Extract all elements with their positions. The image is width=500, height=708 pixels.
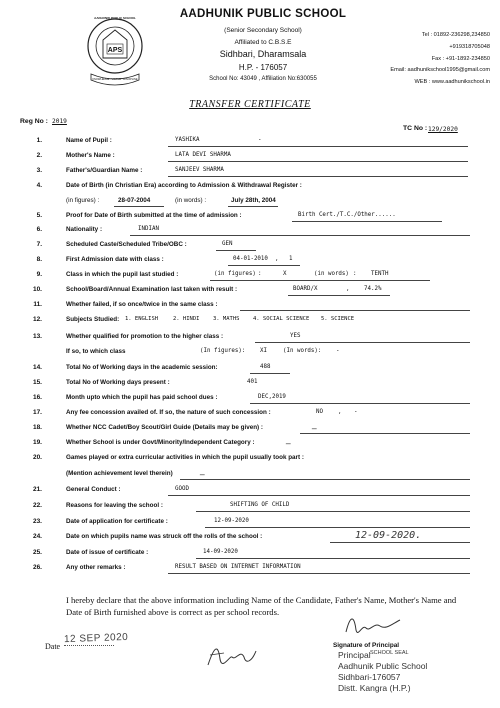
field-row-20 [0, 454, 500, 470]
pupil-name-dash: - [258, 137, 262, 143]
nationality-value: INDIAN [138, 226, 159, 232]
conduct-value: GOOD [175, 486, 189, 492]
field-number: 9. [36, 271, 42, 278]
field-number: 3. [36, 167, 42, 174]
field-number: 13. [32, 333, 42, 340]
field-row-22 [0, 502, 500, 518]
days-present-value: 401 [247, 379, 258, 385]
field-row-16 [0, 394, 500, 410]
stamp-seal: SCHOOL SEAL [370, 650, 409, 656]
field-row-9 [0, 271, 500, 287]
underline [288, 295, 390, 296]
field-number: 20. [32, 454, 42, 461]
field-row-12 [0, 316, 500, 332]
field-row-6 [0, 226, 500, 242]
promotion-words-value: - [336, 348, 340, 354]
stamp-principal: Principal [338, 650, 371, 660]
field-number: 1. [36, 137, 42, 144]
field-row-24 [0, 530, 500, 549]
pin-code: H.P. - 176057 [238, 63, 288, 72]
field-number: 6. [36, 226, 42, 233]
underline [168, 146, 468, 147]
promotion-figures-value: XI [260, 348, 267, 354]
father-name-value: SANJEEV SHARMA [175, 167, 224, 173]
leaving-reason-label: Reasons for leaving the school : [66, 502, 163, 509]
dob-words-label: (in words) : [175, 197, 207, 204]
fee-concession-nature: - [354, 409, 358, 415]
field-number: 11. [33, 301, 42, 308]
remarks-label: Any other remarks : [66, 564, 126, 571]
struck-off-label: Date on which pupils name was struck off the rolls of the school : [66, 533, 263, 540]
dob-figures-label: (in figures) : [66, 197, 100, 204]
ncc-value: — [312, 424, 317, 433]
reg-label: Reg No : [20, 118, 48, 125]
field-row-15 [0, 379, 500, 395]
date-dotted-line [64, 645, 114, 646]
dob-proof-label: Proof for Date of Birth submitted at the time of admission : [66, 212, 242, 219]
signature-label: Signature of Principal [333, 642, 400, 649]
underline [240, 310, 470, 311]
dues-label: Month upto which the pupil has paid school dues : [66, 394, 218, 401]
pupil-name-label: Name of Pupil : [66, 137, 112, 144]
working-days-label: Total No of Working days in the academic session: [66, 364, 218, 371]
promotion-class-label: If so, to which class [66, 348, 126, 355]
field-number: 2. [36, 152, 42, 159]
field-number: 25. [32, 549, 42, 556]
underline [205, 527, 470, 528]
field-row-25 [0, 549, 500, 565]
field-number: 12. [32, 316, 42, 323]
underline [216, 250, 256, 251]
stamp-address: Sidhbari-176057 [338, 672, 401, 682]
last-class-words-label: (in words) [314, 271, 349, 277]
field-row-10 [0, 286, 500, 302]
field-row-1 [0, 137, 500, 153]
application-date-label: Date of application for certificate : [66, 518, 168, 525]
field-number: 7. [36, 241, 42, 248]
underline [228, 265, 300, 266]
subject-item: 1. ENGLISH [125, 316, 159, 322]
field-number: 15. [32, 379, 42, 386]
email-address: Email: aadhunikschool1995@gmail.com [390, 67, 490, 73]
underline [255, 342, 470, 343]
field-row-4 [0, 182, 500, 198]
dues-value: DEC,2019 [258, 394, 286, 400]
subject-item: 2. HINDI [173, 316, 200, 322]
field-row-8 [0, 256, 500, 272]
signature-middle [200, 635, 270, 675]
tc-number: 129/2020 [428, 126, 458, 133]
issue-date-label: Date of issue of certificate : [66, 549, 149, 556]
field-row-13b [0, 348, 500, 364]
field-number: 16. [32, 394, 42, 401]
field-row-21 [0, 486, 500, 502]
field-number: 5. [36, 212, 42, 219]
underline [168, 176, 468, 177]
activities-value: — [200, 470, 205, 479]
nationality-label: Nationality : [66, 226, 103, 233]
last-exam-board: BOARD/X [293, 286, 318, 292]
promotion-value: YES [290, 333, 301, 339]
underline [250, 403, 470, 404]
field-number: 17. [32, 409, 42, 416]
principal-signature [340, 612, 410, 642]
field-row-3 [0, 167, 500, 183]
conduct-label: General Conduct : [66, 486, 121, 493]
field-number: 18. [32, 424, 42, 431]
field-row-19 [0, 439, 500, 455]
underline [130, 235, 470, 236]
field-number: 26. [32, 564, 42, 571]
field-row-26 [0, 564, 500, 580]
school-category-value: — [286, 439, 291, 448]
school-type: (Senior Secondary School) [224, 27, 302, 34]
underline [292, 221, 442, 222]
last-class-words: TENTH [371, 271, 389, 277]
father-name-label: Father's/Guardian Name : [66, 167, 143, 174]
field-row-11 [0, 301, 500, 317]
last-class-label: Class in which the pupil last studied : [66, 271, 179, 278]
field-row-2 [0, 152, 500, 168]
logo-letters: APS [107, 47, 123, 54]
field-number: 23. [32, 518, 42, 525]
promotion-label: Whether qualified for promotion to the higher class : [66, 333, 224, 340]
school-name: AADHUNIK PUBLIC SCHOOL [179, 8, 347, 20]
logo-motto: KNOWLEDGE · VIRTUE · DISCIPLINE [92, 78, 138, 81]
field-number: 10. [32, 286, 42, 293]
separator: : [258, 271, 262, 277]
first-admission-label: First Admission date with class : [66, 256, 164, 263]
last-class-figures: X [283, 271, 287, 277]
field-row-14 [0, 364, 500, 380]
mother-name-value: LATA DEVI SHARMA [175, 152, 231, 158]
field-number: 21. [32, 486, 42, 493]
failed-label: Whether failed, if so once/twice in the same class : [66, 301, 218, 308]
ncc-label: Whether NCC Cadet/Boy Scout/Girl Guide (Details may be given) : [66, 424, 263, 431]
field-row-18 [0, 424, 500, 440]
field-row-13 [0, 333, 500, 349]
underline [330, 542, 470, 543]
days-present-label: Total No of Working days present : [66, 379, 170, 386]
field-number: 22. [32, 502, 42, 509]
application-date-value: 12-09-2020 [214, 518, 249, 524]
underline [300, 433, 470, 434]
field-number: 4. [36, 182, 42, 189]
pupil-name-value: YASHIKA [175, 137, 200, 143]
dob-proof-value: Birth Cert./T.C./Other...... [298, 212, 396, 218]
activities-label: Games played or extra curricular activities in which the pupil usually took part : [66, 454, 304, 461]
issue-date-value: 14-09-2020 [203, 549, 238, 555]
date-stamp: 12 SEP 2020 [63, 631, 129, 646]
underline [114, 206, 164, 207]
separator: , [338, 409, 342, 415]
underline [250, 373, 290, 374]
date-label: Date [45, 642, 61, 651]
underline [196, 558, 470, 559]
subject-item: 3. MATHS [213, 316, 240, 322]
underline [228, 206, 278, 207]
underline [180, 479, 470, 480]
dob-words-value: July 28th, 2004 [231, 197, 276, 204]
field-row-23 [0, 518, 500, 534]
struck-off-value: 12-09-2020. [355, 530, 422, 541]
subject-item: 5. SCIENCE [321, 316, 355, 322]
dob-figures-value: 28-07-2004 [118, 197, 151, 204]
field-number: 24. [32, 533, 42, 540]
field-row-7 [0, 241, 500, 257]
website: WEB : www.aadhunikschool.in [414, 79, 490, 85]
promotion-words-label: (In words): [283, 348, 322, 354]
category-value: GEN [222, 241, 233, 247]
declaration-text: I hereby declare that the above information including Name of the Candidate, Father's Name, Mother's Name and Date of Birth furnished above is correct as per school records. [66, 595, 457, 617]
reg-number: 2019 [52, 118, 67, 125]
first-admission-date: 04-01-2010 [233, 256, 268, 262]
first-admission-class: 1 [289, 256, 293, 262]
promotion-figures-label: (In figures): [200, 348, 246, 354]
fee-concession-label: Any fee concession availed of. If so, the nature of such concession : [66, 409, 271, 416]
subject-item: 4. SOCIAL SCIENCE [253, 316, 310, 322]
school-number: School No: 43049 , Affiliation No:630055 [209, 76, 317, 82]
telephone: Tel : 01892-236298,234850 [421, 32, 490, 38]
field-number: 19. [32, 439, 42, 446]
fax-number: Fax : +91-1892-234850 [431, 56, 490, 62]
underline [168, 573, 470, 574]
category-label: Scheduled Caste/Scheduled Tribe/OBC : [66, 241, 187, 248]
field-number: 8. [36, 256, 42, 263]
underline [168, 495, 470, 496]
stamp-school: Aadhunik Public School [338, 661, 428, 671]
field-row-17 [0, 409, 500, 425]
tc-label: TC No : [403, 125, 428, 132]
field-row-4b [0, 197, 500, 213]
underline [210, 280, 430, 281]
last-class-figures-label: (in figures) [214, 271, 256, 277]
mobile-number: +919318705048 [449, 44, 490, 50]
last-exam-label: School/Board/Annual Examination last taken with result : [66, 286, 238, 293]
school-location: Sidhbari, Dharamsala [219, 49, 307, 59]
logo-top-text: AADHUNIK PUBLIC SCHOOL [94, 16, 136, 20]
leaving-reason-value: SHIFTING OF CHILD [230, 502, 290, 508]
achievement-label: (Mention achievement level therein) [66, 470, 173, 477]
remarks-value: RESULT BASED ON INTERNET INFORMATION [175, 564, 301, 570]
subjects-label: Subjects Studied: [66, 316, 120, 323]
dob-label: Date of Birth (in Christian Era) according to Admission & Withdrawal Register : [66, 182, 302, 189]
underline [196, 511, 470, 512]
stamp-district: Distt. Kangra (H.P.) [338, 683, 411, 693]
affiliation: Affiliated to C.B.S.E [234, 39, 292, 46]
school-category-label: Whether School is under Govt/Minority/Independent Category : [66, 439, 255, 446]
mother-name-label: Mother's Name : [66, 152, 115, 159]
fee-concession-value: NO [316, 409, 323, 415]
working-days-value: 488 [260, 364, 271, 370]
separator: , [275, 256, 279, 262]
underline [168, 161, 468, 162]
last-exam-result: 74.2% [364, 286, 382, 292]
separator: , [346, 286, 350, 292]
document-title: TRANSFER CERTIFICATE [189, 99, 311, 110]
separator: : [353, 271, 357, 277]
field-number: 14. [32, 364, 42, 371]
field-row-20b [0, 470, 500, 486]
